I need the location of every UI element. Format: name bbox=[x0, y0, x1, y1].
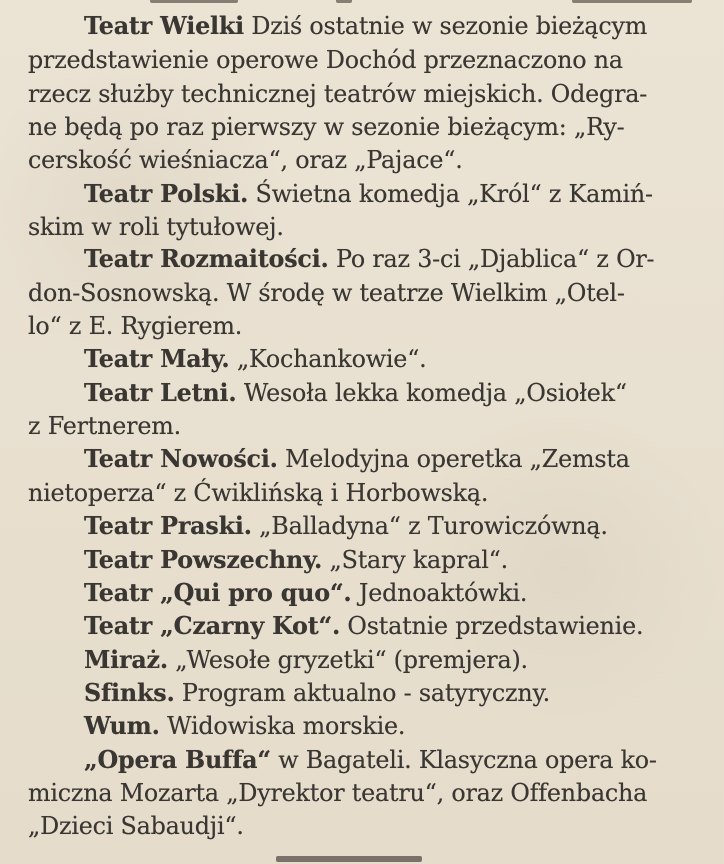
announcement-text: Po raz 3-ci „Djablica“ z Or- bbox=[328, 245, 655, 273]
theater-name: Teatr „Qui pro quo“. bbox=[84, 579, 352, 607]
announcement-line bbox=[84, 510, 608, 543]
venue-name: Sfinks. bbox=[84, 679, 175, 707]
announcement-line bbox=[28, 810, 244, 843]
announcement-line bbox=[84, 243, 654, 276]
announcement-text: z Fertnerem. bbox=[28, 412, 181, 440]
announcement-line bbox=[84, 343, 427, 376]
announcement-line bbox=[28, 310, 242, 343]
announcement-text: don-Sosnowską. W środę w teatrze Wielkim „Otel- bbox=[28, 279, 625, 307]
announcement-text: „Balladyna“ z Turowiczówną. bbox=[251, 512, 608, 540]
announcement-text: Jednoaktówki. bbox=[351, 579, 528, 607]
announcement-line bbox=[84, 443, 630, 476]
announcement-text: Dziś ostatnie w sezonie bieżącym bbox=[244, 12, 648, 40]
announcement-line bbox=[84, 677, 550, 710]
announcement-line bbox=[84, 710, 405, 743]
announcement-line bbox=[84, 10, 647, 43]
top-cropped-fragment bbox=[0, 0, 724, 8]
announcement-text: Wesoła lekka komedja „Osiołek“ bbox=[236, 379, 627, 407]
theater-name: Teatr Wielki bbox=[84, 12, 245, 40]
announcement-text: Program aktualno - satyryczny. bbox=[174, 679, 550, 707]
announcement-text: ne będą po raz pierwszy w sezonie bieżącym: „Ry- bbox=[28, 113, 625, 141]
announcement-line bbox=[28, 144, 463, 177]
announcement-line bbox=[28, 111, 624, 144]
announcement-line bbox=[84, 544, 508, 577]
top-fragment-line bbox=[336, 0, 352, 3]
theater-name: Teatr Praski. bbox=[84, 512, 252, 540]
announcement-text: rzecz służby technicznej teatrów miejskich. Odegra- bbox=[28, 80, 648, 108]
top-fragment-line bbox=[572, 0, 692, 3]
theater-name: Teatr Polski. bbox=[84, 180, 249, 208]
top-fragment-line bbox=[150, 0, 238, 3]
announcement-line bbox=[28, 78, 647, 111]
announcement-line bbox=[28, 777, 647, 810]
venue-name: Miraż. bbox=[84, 646, 168, 674]
announcement-line bbox=[28, 44, 623, 77]
announcement-line bbox=[84, 178, 653, 211]
announcement-text: przedstawienie operowe Dochód przeznaczono na bbox=[28, 46, 623, 74]
venue-name: Wum. bbox=[84, 712, 160, 740]
announcement-text: Melodyjna operetka „Zemsta bbox=[277, 445, 630, 473]
announcement-line bbox=[28, 410, 181, 443]
announcement-text: „Stary kapral“. bbox=[322, 546, 508, 574]
announcement-text: „Wesołe gryzetki“ (premjera). bbox=[167, 646, 528, 674]
announcement-text: Świetna komedja „Król“ z Kamiń- bbox=[248, 180, 653, 208]
theater-name: Teatr Powszechny. bbox=[84, 546, 323, 574]
announcement-text: nietoperza“ z Ćwiklińską i Horbowską. bbox=[28, 479, 489, 507]
announcement-text: w Bagateli. Klasyczna opera ko- bbox=[270, 746, 657, 774]
announcement-text: miczna Mozarta „Dyrektor teatru“, oraz Offenbacha bbox=[28, 779, 648, 807]
announcement-line bbox=[28, 211, 284, 244]
announcement-line bbox=[84, 577, 527, 610]
announcement-line bbox=[28, 277, 625, 310]
announcement-text: skim w roli tytułowej. bbox=[28, 213, 284, 241]
bottom-cropped-fragment bbox=[276, 856, 422, 862]
announcement-text: Widowiska morskie. bbox=[159, 712, 406, 740]
announcement-line bbox=[84, 744, 657, 777]
announcement-line bbox=[28, 477, 488, 510]
theater-name: Teatr Rozmaitości. bbox=[84, 245, 329, 273]
theater-announcements bbox=[28, 10, 670, 840]
announcement-line bbox=[84, 377, 627, 410]
announcement-text: „Dzieci Sabaudji“. bbox=[28, 812, 244, 840]
venue-name: „Opera Buffa“ bbox=[84, 746, 271, 774]
announcement-line bbox=[84, 610, 643, 643]
announcement-text: Ostatnie przedstawienie. bbox=[340, 612, 644, 640]
theater-name: Teatr Nowości. bbox=[84, 445, 278, 473]
announcement-line bbox=[84, 644, 528, 677]
announcement-text: cerskość wieśniacza“, oraz „Pajace“. bbox=[28, 146, 463, 174]
theater-name: Teatr Mały. bbox=[84, 345, 230, 373]
announcement-text: lo“ z E. Rygierem. bbox=[28, 312, 243, 340]
theater-name: Teatr Letni. bbox=[84, 379, 237, 407]
announcement-text: „Kochankowie“. bbox=[229, 345, 427, 373]
theater-name: Teatr „Czarny Kot“. bbox=[84, 612, 341, 640]
